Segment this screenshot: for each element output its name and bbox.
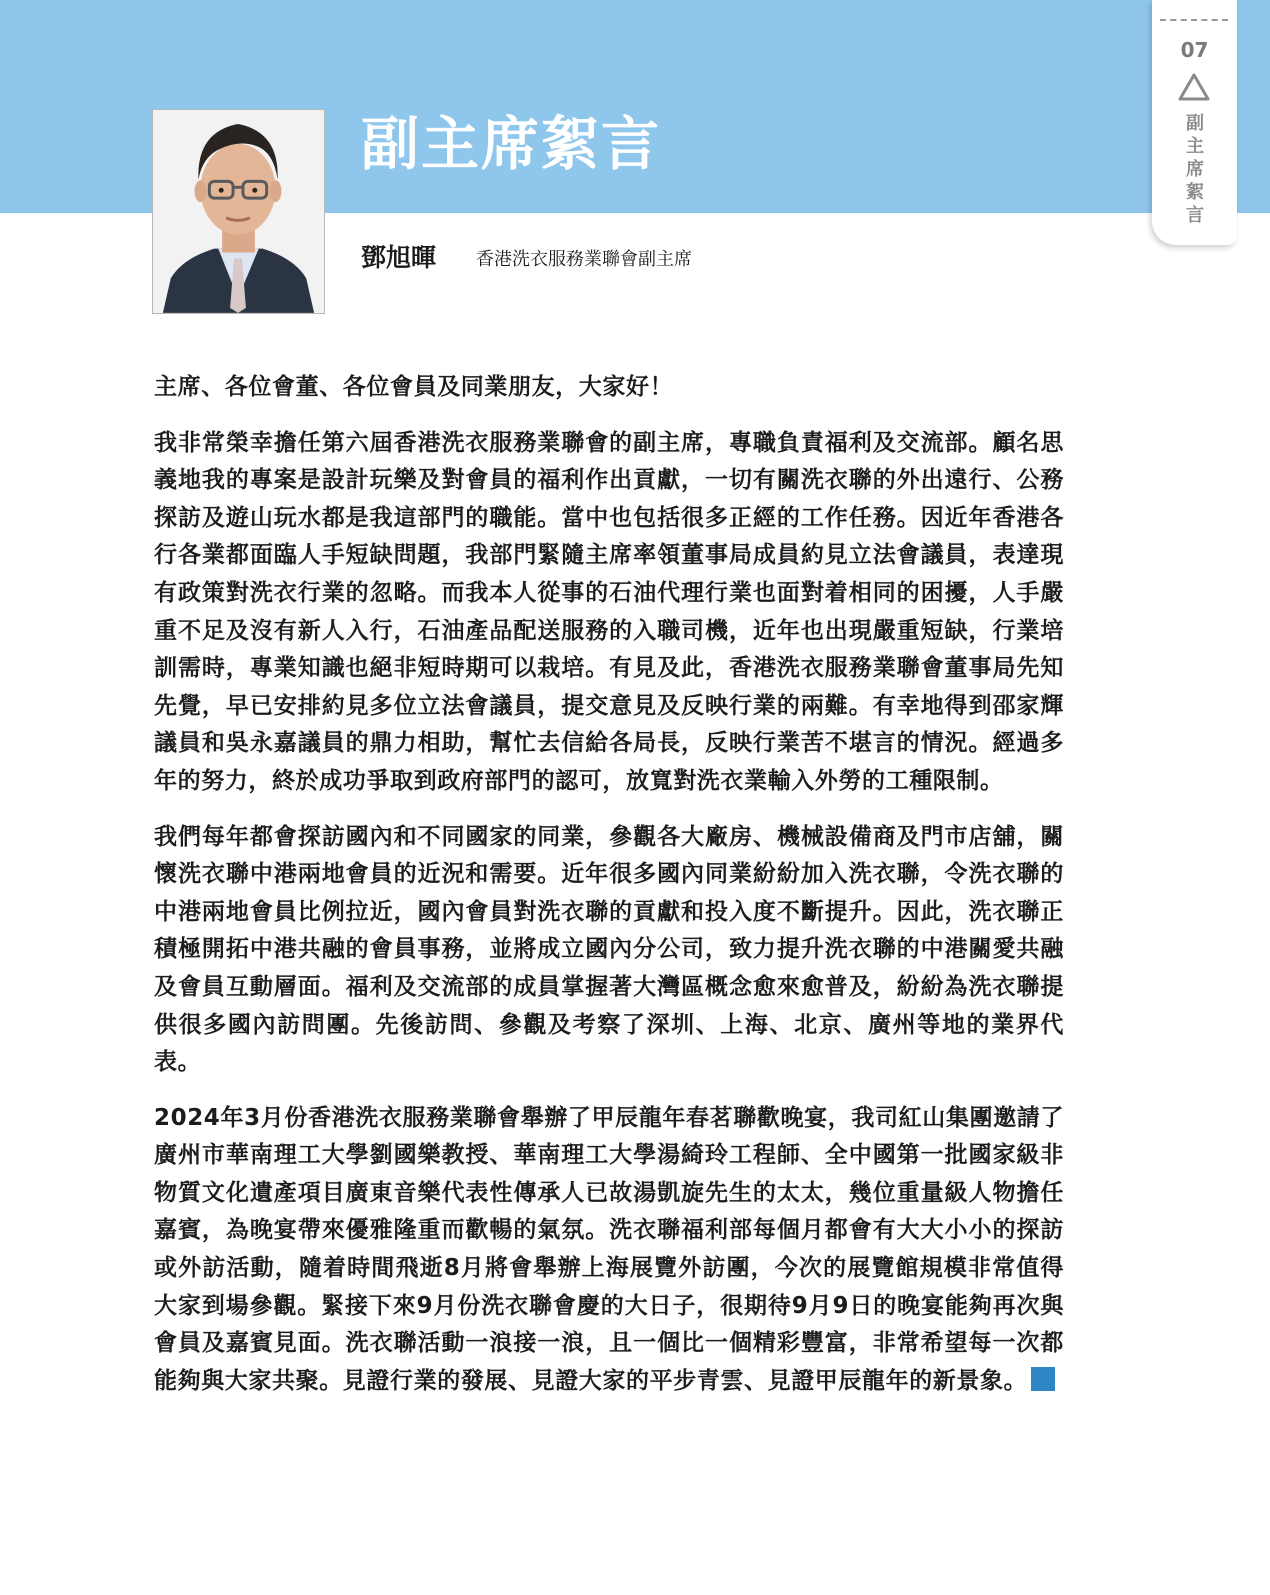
author-role: 香港洗衣服務業聯會副主席 [476, 249, 692, 270]
end-of-article-mark-icon [1031, 1367, 1055, 1391]
section-side-tab [1152, 0, 1237, 245]
article-paragraph-1: 我非常榮幸擔任第六屆香港洗衣服務業聯會的副主席，專職負責福利及交流部。顧名思義地我的專案是設計玩樂及對會員的福利作出貢獻，一切有關洗衣聯的外出遠行、公務探訪及遊山玩水都是我這部門的職能。當中也包括很多正經的工作任務。因近年香港各行各業都面臨人手短缺問題，我部門緊隨主席率領董事局成員約見立法會議員，表達現有政策對洗衣行業的忽略。而我本人從事的石油代理行業也面對着相同的困擾，人手嚴重不足及沒有新人入行，石油產品配送服務的入職司機，近年也出現嚴重短缺，行業培訓需時，專業知識也絕非短時期可以栽培。有見及此，香港洗衣服務業聯會董事局先知先覺，早已安排約見多位立法會議員，提交意見及反映行業的兩難。有幸地得到邵家輝議員和吳永嘉議員的鼎力相助，幫忙去信給各局長，反映行業苦不堪言的情況。經過多年的努力，終於成功爭取到政府部門的認可，放寬對洗衣業輸入外勞的工種限制。 [154, 429, 1064, 794]
author-name: 鄧旭暉 [361, 243, 437, 272]
article-greeting: 主席、各位會董、各位會員及同業朋友，大家好！ [154, 374, 674, 400]
page-number: 07 [1180, 38, 1209, 62]
article-paragraph-3-text: 2024年3月份香港洗衣服務業聯會舉辦了甲辰龍年春茗聯歡晚宴，我司紅山集團邀請了廣州市華南理工大學劉國樂教授、華南理工大學湯綺玲工程師、全中國第一批國家級非物質文化遺產項目廣東音樂代表性傳承人已故湯凱旋先生的太太，幾位重量級人物擔任嘉賓，為晚宴帶來優雅隆重而歡暢的氣氛。洗衣聯福利部每個月都會有大大小小的探訪或外訪活動，隨着時間飛逝8月將會舉辦上海展覽外訪團，今次的展覽館規模非常值得大家到場參觀。緊接下來9月份洗衣聯會慶的大日子，很期待9月9日的晚宴能夠再次與會員及嘉賓見面。洗衣聯活動一浪接一浪，且一個比一個精彩豐富，非常希望每一次都能夠與大家共聚。見證行業的發展、見證大家的平步青雲、見證甲辰龍年的新景象。 [154, 1104, 1064, 1394]
portrait-photo-icon [153, 110, 324, 313]
article-body [154, 369, 1064, 1418]
section-tab-label: 副主席絮言 [1186, 113, 1204, 226]
triangle-icon [1177, 72, 1211, 102]
author-portrait [152, 109, 325, 314]
page-title: 副主席絮言 [361, 110, 662, 178]
article-paragraph-2: 我們每年都會探訪國內和不同國家的同業，參觀各大廠房、機械設備商及門市店舖，關懷洗衣聯中港兩地會員的近況和需要。近年很多國內同業紛紛加入洗衣聯，令洗衣聯的中港兩地會員比例拉近，國內會員對洗衣聯的貢獻和投入度不斷提升。因此，洗衣聯正積極開拓中港共融的會員事務，並將成立國內分公司，致力提升洗衣聯的中港關愛共融及會員互動層面。福利及交流部的成員掌握著大灣區概念愈來愈普及，紛紛為洗衣聯提供很多國內訪問團。先後訪問、參觀及考察了深圳、上海、北京、廣州等地的業界代表。 [154, 823, 1064, 1076]
perforation-divider [1160, 19, 1228, 21]
article-paragraph-3 [154, 1100, 1064, 1401]
